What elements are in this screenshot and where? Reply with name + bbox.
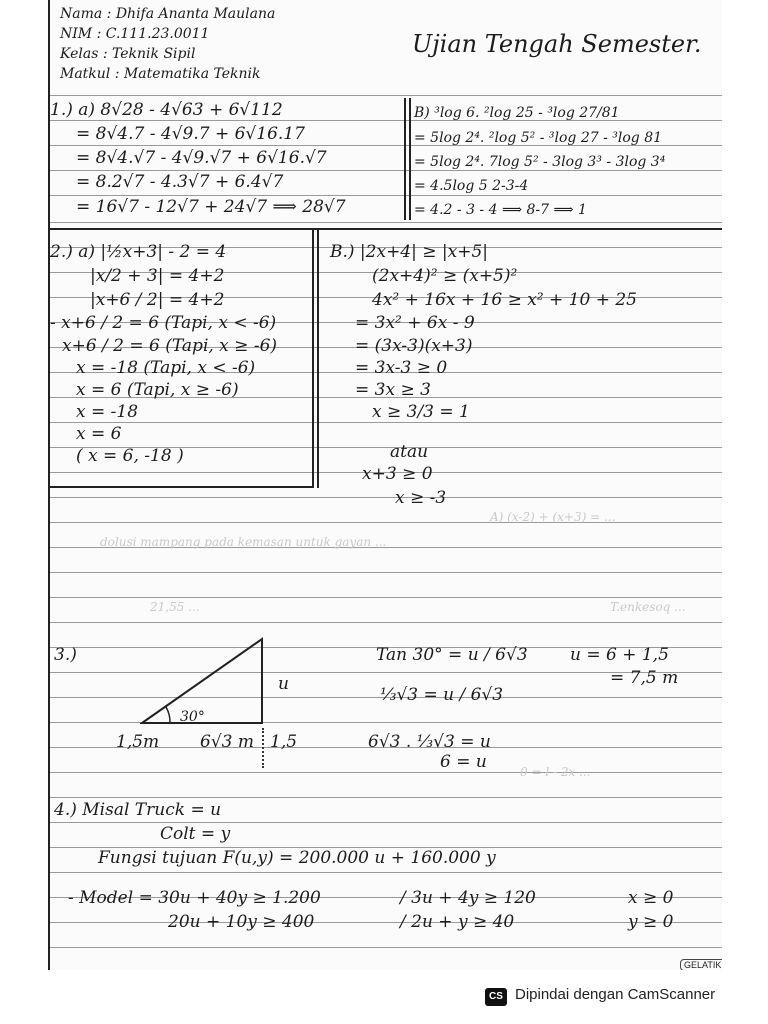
q1a-line: = 8√4.7 - 4√9.7 + 6√16.17 [76,124,305,144]
student-course: Matkul : Matematika Teknik [60,66,261,82]
q2b-line: atau [390,442,429,462]
q4-line: x ≥ 0 [628,888,674,908]
q2a-line: x = -18 (Tapi, x < -6) [76,358,256,378]
q4-line: / 3u + 4y ≥ 120 [400,888,536,908]
base-left: 1,5m [116,732,160,752]
camscanner-logo: CS [485,988,507,1006]
q3-eq: 6 = u [440,752,487,772]
q2a-line: |x+6 / 2| = 4+2 [90,290,225,310]
q2a-line: 2.) a) |½x+3| - 2 = 4 [50,242,227,262]
q2b-line: x+3 ≥ 0 [362,464,433,484]
q3-eq: ⅓√3 = u / 6√3 [380,685,504,705]
q1a-line: 1.) a) 8√28 - 4√63 + 6√112 [50,100,283,120]
q2a-line: x = -18 [76,402,139,422]
notebook-brand: GELATIK [680,959,722,970]
q2b-line: (2x+4)² ≥ (x+5)² [372,266,518,286]
camscanner-watermark: Dipindai dengan CamScanner [515,986,716,1003]
q2b-line: = (3x-3)(x+3) [355,336,473,356]
q1b-line: B) ³log 6. ²log 25 - ³log 27/81 [414,105,620,121]
q4-line: Fungsi tujuan F(u,y) = 200.000 u + 160.000 y [98,848,496,868]
q3-eq: Tan 30° = u / 6√3 [376,645,528,665]
q2b-line: B.) |2x+4| ≥ |x+5| [330,242,489,262]
q1b-line: = 5log 2⁴. ²log 5² - ³log 27 - ³log 81 [414,130,663,146]
q2a-line: x+6 / 2 = 6 (Tapi, x ≥ -6) [62,336,278,356]
q1a-line: = 16√7 - 12√7 + 24√7 ⟹ 28√7 [76,197,346,217]
section-divider-1 [50,228,722,230]
q4-line: 4.) Misal Truck = u [54,800,222,820]
q3-label: 3.) [54,645,77,665]
section-divider-2 [50,486,312,488]
q4-line: 20u + 10y ≥ 400 [168,912,315,932]
q2a-line: |x/2 + 3| = 4+2 [90,266,225,286]
divider-q2 [312,230,314,488]
angle-label: 30° [180,709,205,725]
page-title: Ujian Tengah Semester. [412,30,702,58]
q2b-line: 4x² + 16x + 16 ≥ x² + 10 + 25 [372,290,637,310]
q1a-line: = 8.2√7 - 4.3√7 + 6.4√7 [76,172,284,192]
q2b-line: x ≥ 3/3 = 1 [372,402,470,422]
q2a-line: - x+6 / 2 = 6 (Tapi, x < -6) [50,313,277,333]
q2a-line: ( x = 6, -18 ) [76,446,184,466]
q1a-line: = 8√4.√7 - 4√9.√7 + 6√16.√7 [76,148,327,168]
dotted-marker [262,728,265,768]
q2b-line: x ≥ -3 [395,488,447,508]
student-class: Kelas : Teknik Sipil [60,46,196,62]
q3-eq: 6√3 . ⅓√3 = u [368,732,491,752]
q1b-line: = 4.2 - 3 - 4 ⟹ 8-7 ⟹ 1 [414,202,587,218]
notebook-page: A) (x-2) + (x+3) = ... dolusi mampang pada kemasan untuk gayan ... 21,55 ... T.enkesoq ... 0 = l - 2x ... Nama : Dhifa Ananta Maulana NIM : C.111.23.0011 Kelas : Teknik Sipil Matkul : Matematika Teknik Ujian Tengah Semester. 1.) a) 8√28 - 4√63 + 6√112 = 8√4.7 - 4√9.7 + 6√16.17 = 8√4.√7 - 4√9.√7 + 6√16.√7 = 8.2√7 - 4.3√7 + 6.4√7 = 16√7 - 12√7 + 24√7 ⟹ 28√7 B) ³log 6. ²log 25 - ³log 27/81 = 5log 2⁴. ²log 5² - ³log 27 - ³log 81 = 5log 2⁴. 7log 5² - 3log 3³ - 3log 3⁴ = 4.5log 5 2-3-4 = 4.2 - 3 - 4 ⟹ 8-7 ⟹ 1 2.) a) |½x+3| - 2 = 4 |x/2 + 3| = 4+2 |x+6 / 2| = 4+2 - x+6 / 2 = 6 (Tapi, x < -6) x+6 / 2 = 6 (Tapi, x ≥ -6) x = -18 (Tapi, x < -6) x = 6 (Tapi, x ≥ -6) x = -18 x = 6 ( x = 6, -18 ) B.) |2x+4| ≥ |x+5| (2x+4)² ≥ (x+5)² 4x² + 16x + 16 ≥ x² + 10 + 25 = 3x² + 6x - 9 = (3x-3)(x+3) = 3x-3 ≥ 0 = 3x ≥ 3 x ≥ 3/3 = 1 atau x+3 ≥ 0 x ≥ -3 3.) 30° u 1,5m 6√3 m 1,5 Tan 30° = u / 6√3 ⅓√3 = u / 6√3 6√3 . ⅓√3 = u 6 = u u = 6 + 1,5 = 7,5 m 4.) Misal Truck = u Colt = y Fungsi tujuan F(u,y) = 200.000 u + 160.000 y - Model = 30u + 40y ≥ 1.200 / 3u + 4y ≥ 120 x ≥ 0 20u + 10y ≥ 400 / 2u + y ≥ 40 y ≥ 0 GELATIK [48,0,722,970]
q3-result: = 7,5 m [610,668,679,688]
q2a-line: x = 6 [76,424,122,444]
q4-line: Colt = y [160,824,231,844]
q2a-line: x = 6 (Tapi, x ≥ -6) [76,380,239,400]
side-label: u [278,674,289,694]
base-mid: 6√3 m [200,732,254,752]
student-name: Nama : Dhifa Ananta Maulana [60,6,276,22]
q2b-line: = 3x² + 6x - 9 [355,313,475,333]
q3-result: u = 6 + 1,5 [570,645,669,665]
divider-q1 [404,98,406,220]
student-nim: NIM : C.111.23.0011 [60,26,210,42]
q4-line: y ≥ 0 [628,912,674,932]
q1b-line: = 4.5log 5 2-3-4 [414,178,529,194]
q4-line: - Model = 30u + 40y ≥ 1.200 [68,888,321,908]
q2b-line: = 3x-3 ≥ 0 [355,358,448,378]
q2b-line: = 3x ≥ 3 [355,380,431,400]
base-right: 1,5 [270,732,298,752]
q1b-line: = 5log 2⁴. 7log 5² - 3log 3³ - 3log 3⁴ [414,154,666,170]
q4-line: / 2u + y ≥ 40 [400,912,515,932]
triangle-diagram [140,635,270,730]
